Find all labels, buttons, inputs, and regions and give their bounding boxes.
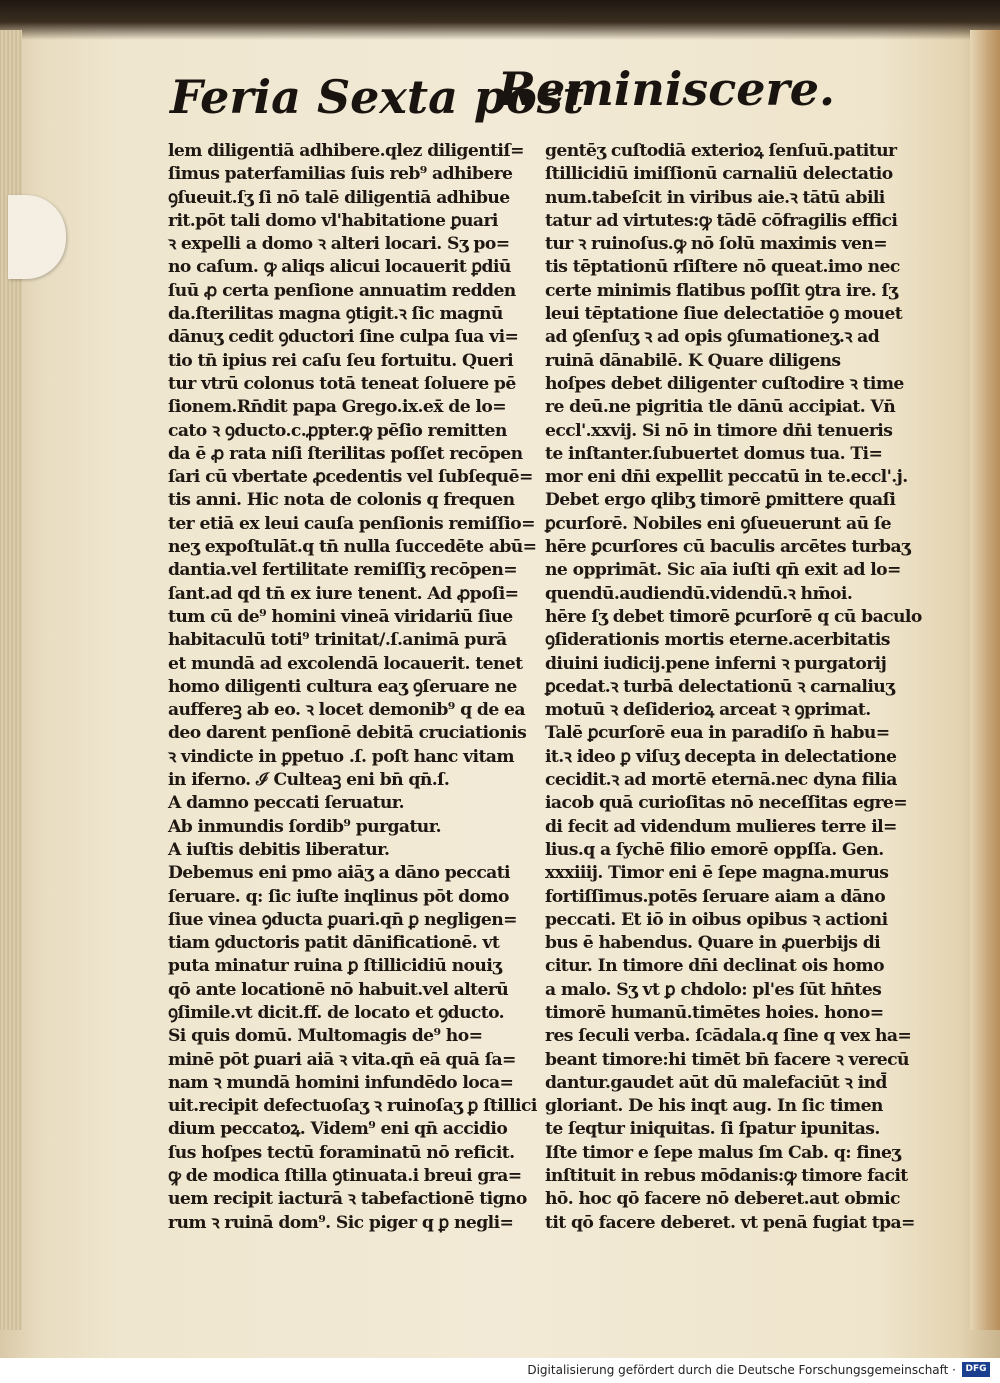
- text-line: tis tēptationū rſiſtere nō queat.imo nec: [545, 257, 900, 278]
- binding-right-edge: [970, 30, 1000, 1330]
- left-text-column: [168, 140, 537, 1235]
- text-line: hēre ſʒ debet timorē ꝑcurſorē q cū baculo: [545, 606, 922, 627]
- text-line: gentēʒ cuſtodiā exterioꝝ ſenſuū.patitur: [545, 141, 897, 161]
- text-line: res ſeculi verba. ſcādala.q ſine q vex ha=: [545, 1026, 912, 1047]
- text-line: et mundā ad excolendā locauerit. tenet: [168, 653, 523, 674]
- text-line: motuū ꝛ deſiderioꝝ arceat ꝛ ꝯprimat.: [545, 700, 871, 721]
- text-line: deo darent penſionē debitā cruciationis: [168, 723, 527, 744]
- text-line: tum cū de⁹ homini vineā viridariū ſiue: [168, 606, 513, 627]
- dfg-logo: DFG: [962, 1362, 990, 1377]
- text-line: in iferno. ℐ Culteaꝫ eni bn̄ qn̄.ſ.: [168, 770, 450, 791]
- text-line: ꝙ de modica ſtilla ꝯtinuata.i breui gra=: [168, 1166, 522, 1187]
- text-line: iacob quā curioſitas nō neceſſitas egre=: [545, 793, 908, 814]
- text-line: homo diligenti cultura eaʒ ꝯſeruare ne: [168, 676, 517, 697]
- text-line: ꝯſiderationis mortis eterne.acerbitatis: [545, 630, 890, 651]
- text-line: uit.recipit defectuoſaʒ ꝛ ruinoſaʒ ꝑ ſtillici: [168, 1096, 537, 1117]
- text-line: re deū.ne pigritia tle dānū accipiat. Vn̄: [545, 397, 896, 418]
- digitization-footer: [0, 1358, 1000, 1383]
- text-line: tur ꝛ ruinoſus.ꝙ nō ſolū maximis ven=: [545, 234, 887, 255]
- text-line: auffereꝫ ab eo. ꝛ locet demonib⁹ q de ea: [168, 700, 525, 721]
- text-line: neʒ expoſtulāt.q tn̄ nulla ſuccedēte abū=: [168, 537, 537, 558]
- text-line: Debemus eni pmo aiāʒ a dāno peccati: [168, 863, 510, 884]
- text-line: ꝑcedat.ꝛ turbā delectationū ꝛ carnaliuʒ: [545, 676, 895, 697]
- text-line: beant timore:hi timēt bn̄ facere ꝛ verecū: [545, 1049, 909, 1070]
- text-line: nam ꝛ mundā homini infundēdo loca=: [168, 1072, 514, 1093]
- text-line: num.tabeſcit in viribus aie.ꝛ tātū abili: [545, 187, 885, 208]
- text-line: ꝛ vindicte in ꝑpetuo .ſ. poſt hanc vitam: [168, 746, 514, 767]
- text-line: ruinā dānabilē. K Quare diligens: [545, 350, 841, 371]
- text-line: te inſtanter.ſubuertet domus tua. Ti=: [545, 443, 883, 464]
- text-line: ꝑcurſorē. Nobiles eni ꝯſueuerunt aū ſe: [545, 513, 891, 534]
- text-line: ne opprimāt. Sic aīa iuſti qn̄ exit ad lo=: [545, 560, 901, 581]
- text-line: quendū.audiendū.videndū.ꝛ hm̄oi.: [545, 583, 853, 604]
- text-line: lem diligentiā adhibere.qlez diligentiſ=: [168, 141, 524, 161]
- text-line: ſionem.Rn̄dit papa Grego.ix.ex̄ de lo=: [168, 397, 507, 418]
- text-line: A iuſtis debitis liberatur.: [168, 839, 390, 860]
- right-text-column: [545, 140, 922, 1235]
- text-line: Iſte timor e ſepe malus ſm Cab. q: fineʒ: [545, 1142, 901, 1163]
- text-line: tis anni. Hic nota de colonis q frequen: [168, 490, 515, 511]
- text-line: hō. hoc qō facere nō deberet.aut obmic: [545, 1189, 900, 1210]
- text-line: tio tn̄ ipius rei caſu ſeu fortuitu. Queri: [168, 350, 514, 371]
- text-line: puta minatur ruina ꝑ ſtillicidiū nouiʒ: [168, 956, 502, 977]
- text-line: ꝛ expelli a domo ꝛ alteri locari. Sʒ po=: [168, 234, 510, 255]
- text-line: Debet ergo qlibʒ timorē ꝑmittere quaſi: [545, 490, 896, 511]
- text-line: tiam ꝯductoris patit dānificationē. vt: [168, 933, 500, 954]
- text-line: a malo. Sʒ vt ꝑ chdolo: pl'es ſūt hn̄tes: [545, 979, 882, 1000]
- header-right-title: Reminiscere.: [497, 62, 835, 116]
- text-line: Talē ꝑcurſorē eua in paradiſo n̄ habu=: [545, 723, 890, 744]
- text-line: te ſeqtur iniquitas. ſi ſpatur ipunitas.: [545, 1119, 880, 1140]
- text-line: minē pōt ꝑuari aiā ꝛ vita.qn̄ eā quā ſa=: [168, 1049, 516, 1070]
- text-line: lius.q a ſychē filio emorē oppſſa. Gen.: [545, 839, 884, 860]
- text-line: ꝯſueuit.ſʒ ſi nō talē diligentiā adhibue: [168, 187, 510, 208]
- text-line: habitaculū toti⁹ trinitat/.ſ.animā purā: [168, 630, 507, 651]
- text-line: no caſum. ꝙ aliqs alicui locauerit ꝑdiū: [168, 257, 511, 278]
- text-line: da ē ꝓ rata niſi ſterilitas poſſet recōpen: [168, 443, 523, 464]
- text-line: inſtituit in rebus mōdanis:ꝙ timore facit: [545, 1166, 908, 1187]
- text-line: dantia.vel fertilitate remiſſiʒ recōpen=: [168, 560, 518, 581]
- text-line: cecidit.ꝛ ad mortē eternā.nec dyna filia: [545, 770, 897, 791]
- text-line: ꝯſimile.vt dicit.ff. de locato et ꝯducto.: [168, 1002, 505, 1023]
- text-line: gloriant. De his inqt aug. In ſic timen: [545, 1096, 883, 1117]
- text-line: xxxiiij. Timor eni ē ſepe magna.murus: [545, 863, 889, 884]
- text-line: ſant.ad qd tn̄ ex iure tenent. Ad ꝓpoſi=: [168, 583, 519, 604]
- text-line: A damno peccati ſeruatur.: [168, 793, 404, 814]
- text-line: dium peccatoꝝ. Videm⁹ eni qn̄ accidio: [168, 1119, 508, 1140]
- text-line: citur. In timore dn̄i declinat ois homo: [545, 956, 885, 977]
- running-header: [170, 62, 835, 132]
- text-line: tatur ad virtutes:ꝙ tādē cōfragilis effici: [545, 210, 898, 231]
- text-line: di fecit ad videndum mulieres terre il=: [545, 816, 897, 837]
- text-line: hēre ꝑcurſores cū baculis arcētes turbaʒ: [545, 537, 911, 558]
- text-line: certe minimis flatibus poſſit ꝯtra ire. ſʒ: [545, 280, 898, 301]
- text-line: timorē humanū.timētes hoies. hono=: [545, 1002, 884, 1023]
- text-line: cato ꝛ ꝯducto.c.ꝓpter.ꝙ pēſio remitten: [168, 420, 507, 441]
- text-line: Si quis domū. Multomagis de⁹ ho=: [168, 1026, 483, 1047]
- text-line: diuini iudicij.pene inferni ꝛ purgatorij: [545, 653, 887, 674]
- text-line: ſuū ꝓ certa penſione annuatim redden: [168, 280, 516, 301]
- text-line: bus ē habendus. Quare in ꝓuerbijs di: [545, 933, 881, 954]
- text-line: Ab inmundis ſordib⁹ purgatur.: [168, 816, 441, 837]
- text-line: it.ꝛ ideo ꝑ viſuʒ decepta in delectatione: [545, 746, 897, 767]
- text-line: rum ꝛ ruinā dom⁹. Sic piger q ꝑ negli=: [168, 1212, 514, 1233]
- text-line: rit.pōt tali domo vl'habitatione ꝑuari: [168, 210, 498, 231]
- text-line: mor eni dn̄i expellit peccatū in te.eccl'.j.: [545, 467, 908, 488]
- text-line: tur vtrū colonus totā teneat ſoluere pē: [168, 373, 516, 394]
- text-line: ſiue vinea ꝯducta ꝑuari.qn̄ ꝑ negligen=: [168, 909, 517, 930]
- text-line: peccati. Et iō in oibus opibus ꝛ actioni: [545, 909, 888, 930]
- text-line: uem recipit iacturā ꝛ tabefactionē tigno: [168, 1189, 527, 1210]
- text-line: qō ante locationē nō habuit.vel alterū: [168, 979, 509, 1000]
- text-line: ſtillicidiū imiſſionū carnaliū delectatio: [545, 164, 893, 185]
- text-line: tit qō facere deberet. vt penā fugiat tpa=: [545, 1212, 915, 1233]
- book-top-shadow: [0, 0, 1000, 40]
- text-line: ſus hoſpes tectū foraminatū nō reficit.: [168, 1142, 515, 1163]
- text-line: fortiſſimus.potēs ſeruare aiam a dāno: [545, 886, 886, 907]
- text-line: ad ꝯſenſuʒ ꝛ ad opis ꝯſumationeʒ.ꝛ ad: [545, 327, 880, 348]
- text-line: ſari cū vbertate ꝓcedentis vel ſubſequē=: [168, 467, 533, 488]
- text-line: ter etiā ex leui cauſa penſionis remiſſio=: [168, 513, 535, 534]
- text-line: ſimus paterfamilias ſuis reb⁹ adhibere: [168, 164, 513, 185]
- text-line: da.ſterilitas magna ꝯtigit.ꝛ ſic magnū: [168, 304, 503, 325]
- text-line: dānuʒ cedit ꝯductori ſine culpa ſua vi=: [168, 327, 519, 348]
- text-line: ſeruare. q: ſic iuſte inqlinus pōt domo: [168, 886, 509, 907]
- text-line: hoſpes debet diligenter cuſtodire ꝛ time: [545, 373, 904, 394]
- header-left-title: Feria Sexta post: [170, 70, 584, 124]
- text-line: eccl'.xxvij. Si nō in timore dn̄i tenueris: [545, 420, 893, 441]
- text-line: leui tēptatione ſiue delectatiōe ꝯ mouet: [545, 304, 903, 325]
- text-line: dantur.gaudet aūt dū malefaciūt ꝛ ind̄: [545, 1072, 887, 1093]
- footer-credit: Digitalisierung gefördert durch die Deutsche Forschungsgemeinschaft ·: [527, 1363, 956, 1377]
